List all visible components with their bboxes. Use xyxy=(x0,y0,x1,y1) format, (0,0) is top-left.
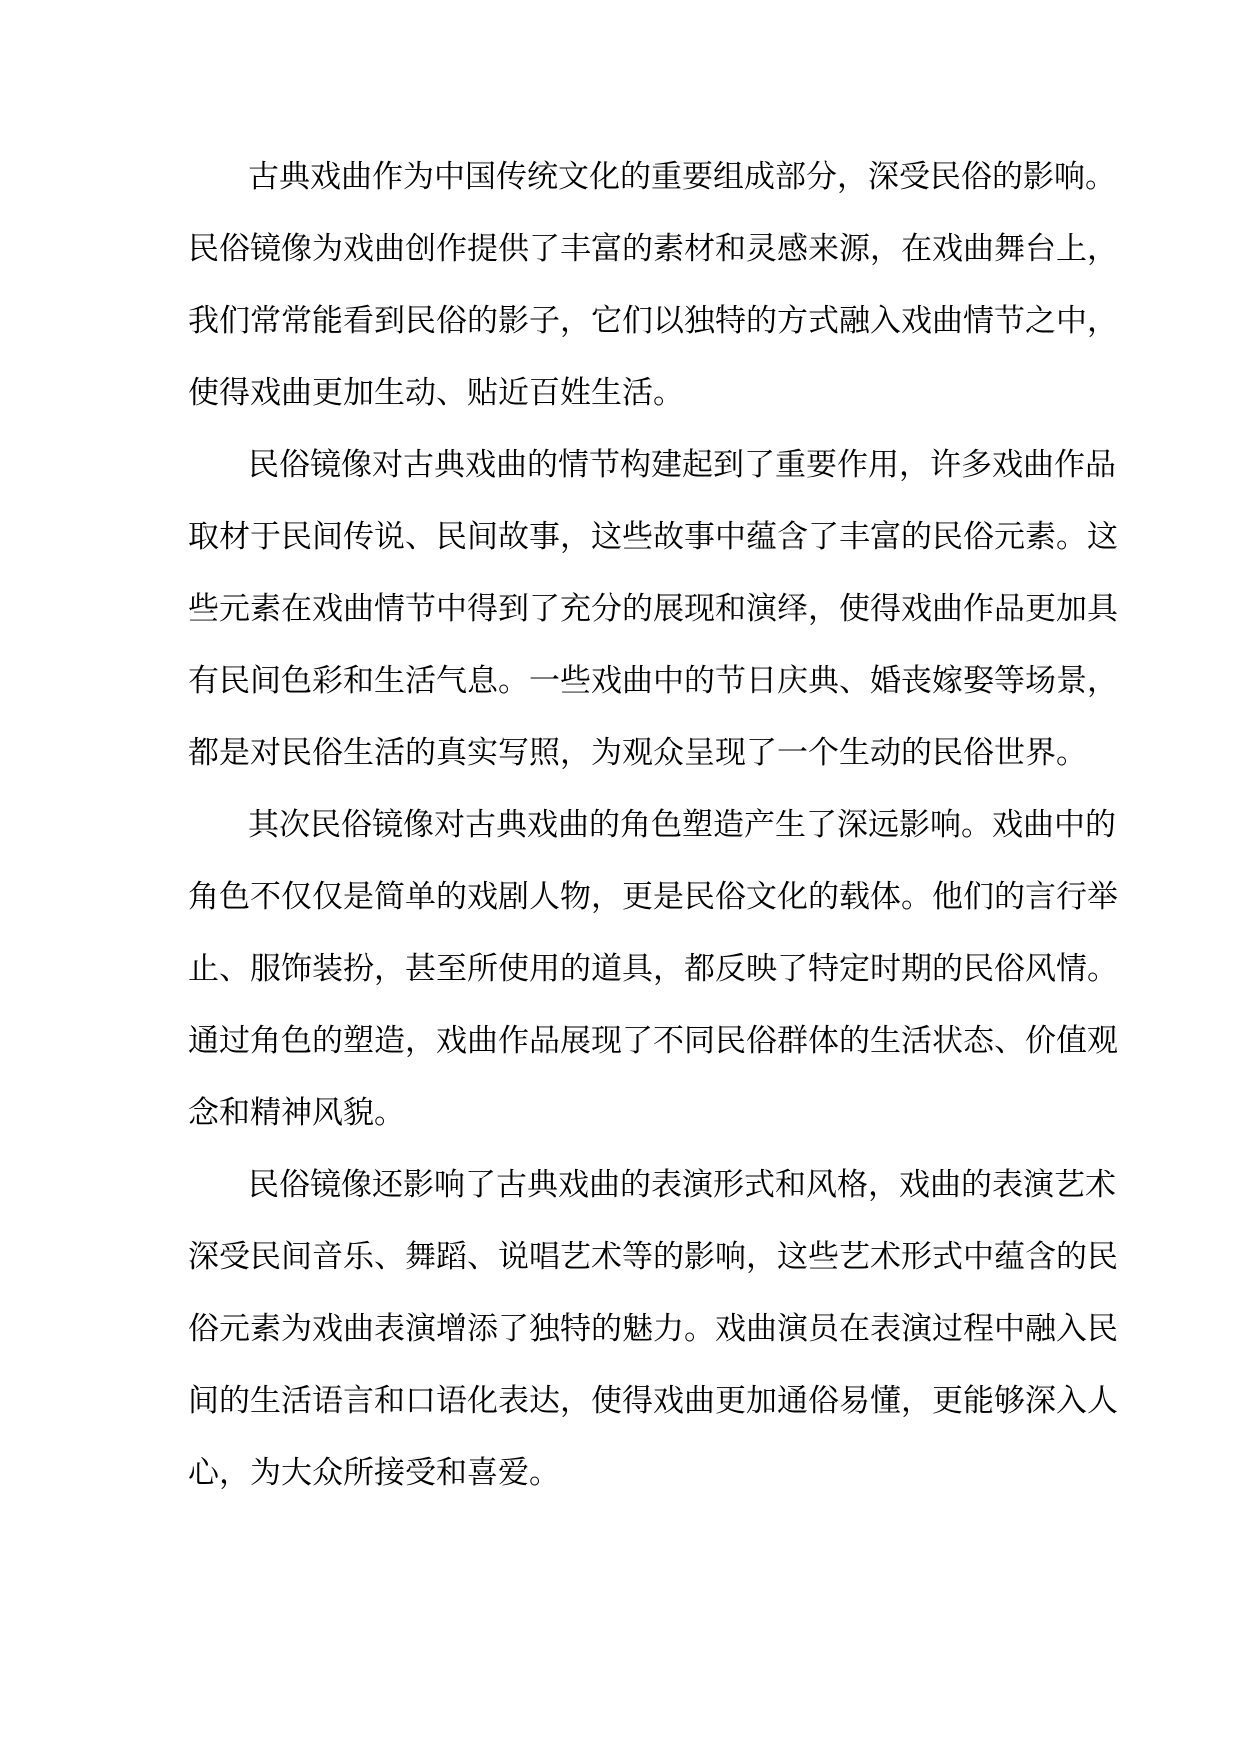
text-line: 民俗镜像还影响了古典戏曲的表演形式和风格，戏曲的表演艺术 xyxy=(248,1167,1116,1203)
text-line: 其次民俗镜像对古典戏曲的角色塑造产生了深远影响。戏曲中的 xyxy=(248,807,1116,843)
text-line: 间的生活语言和口语化表达，使得戏曲更加通俗易懂，更能够深入人 xyxy=(188,1383,1118,1419)
text-line: 俗元素为戏曲表演增添了独特的魅力。戏曲演员在表演过程中融入民 xyxy=(188,1311,1118,1347)
text-line: 古典戏曲作为中国传统文化的重要组成部分，深受民俗的影响。 xyxy=(248,159,1116,195)
text-line: 通过角色的塑造，戏曲作品展现了不同民俗群体的生活状态、价值观 xyxy=(188,1023,1118,1059)
paragraph-1 xyxy=(188,141,1118,429)
text-line: 些元素在戏曲情节中得到了充分的展现和演绎，使得戏曲作品更加具 xyxy=(188,591,1118,627)
text-line: 取材于民间传说、民间故事，这些故事中蕴含了丰富的民俗元素。这 xyxy=(188,519,1118,555)
text-line: 有民间色彩和生活气息。一些戏曲中的节日庆典、婚丧嫁娶等场景， xyxy=(188,663,1118,699)
text-line: 念和精神风貌。 xyxy=(188,1095,405,1131)
paragraph-2 xyxy=(188,429,1118,789)
paragraph-3 xyxy=(188,789,1118,1149)
text-line: 止、服饰装扮，甚至所使用的道具，都反映了特定时期的民俗风情。 xyxy=(188,951,1118,987)
text-line: 心，为大众所接受和喜爱。 xyxy=(188,1455,560,1491)
text-line: 角色不仅仅是简单的戏剧人物，更是民俗文化的载体。他们的言行举 xyxy=(188,879,1118,915)
text-line: 使得戏曲更加生动、贴近百姓生活。 xyxy=(188,375,684,411)
text-line: 民俗镜像为戏曲创作提供了丰富的素材和灵感来源，在戏曲舞台上， xyxy=(188,231,1118,267)
paragraph-4 xyxy=(188,1149,1118,1509)
text-line: 深受民间音乐、舞蹈、说唱艺术等的影响，这些艺术形式中蕴含的民 xyxy=(188,1239,1118,1275)
body-text xyxy=(188,141,1118,1509)
text-line: 我们常常能看到民俗的影子，它们以独特的方式融入戏曲情节之中， xyxy=(188,303,1118,339)
text-line: 民俗镜像对古典戏曲的情节构建起到了重要作用，许多戏曲作品 xyxy=(248,447,1116,483)
text-line: 都是对民俗生活的真实写照，为观众呈现了一个生动的民俗世界。 xyxy=(188,735,1087,771)
